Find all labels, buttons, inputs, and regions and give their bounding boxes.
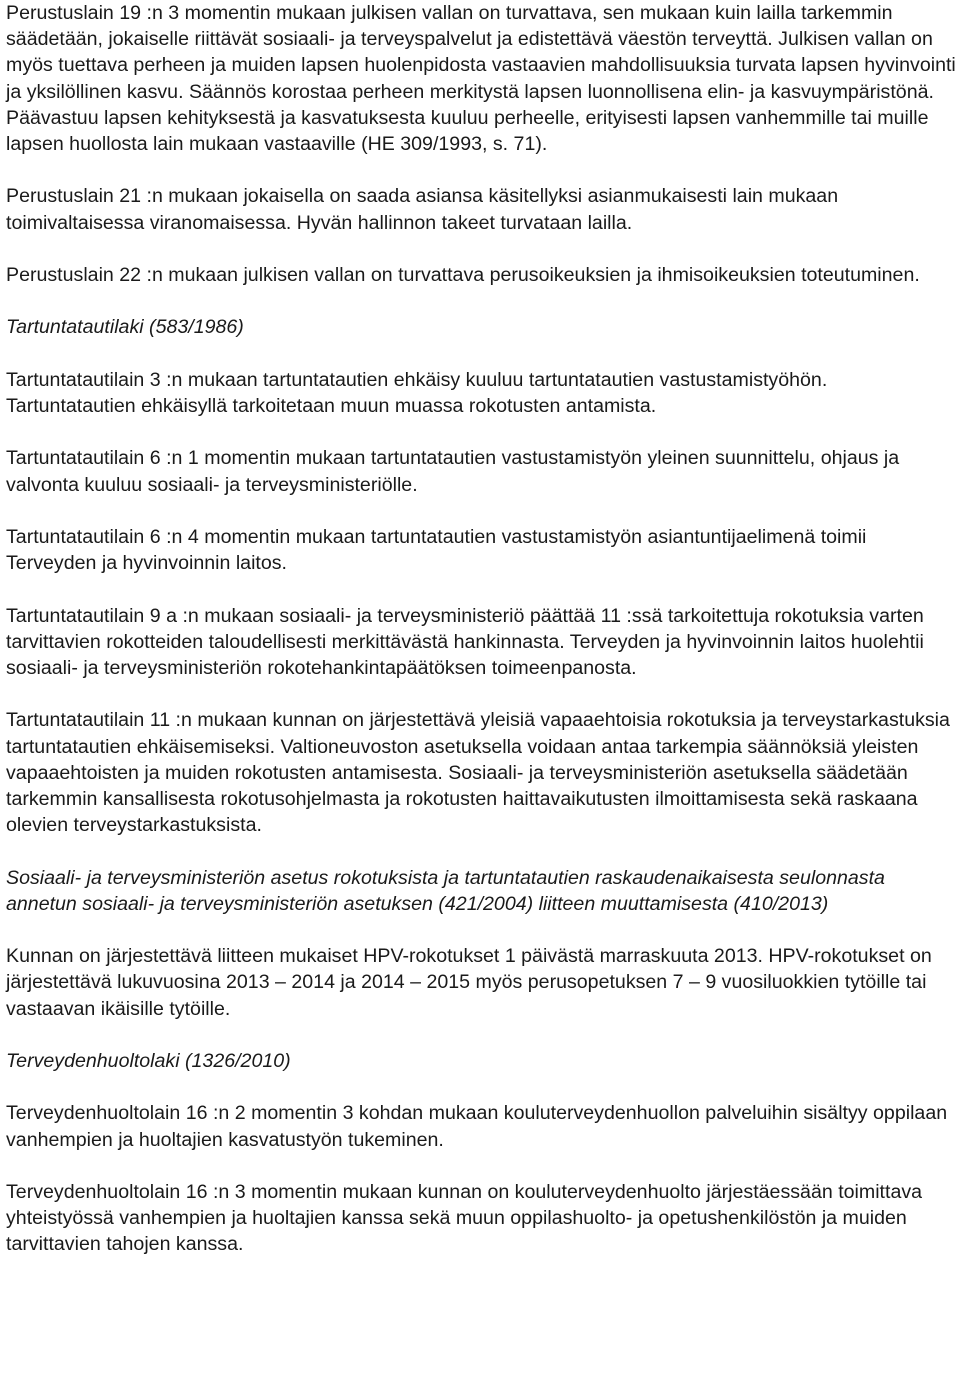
heading-terveydenhuoltolaki: Terveydenhuoltolaki (1326/2010) xyxy=(6,1049,291,1072)
paragraph-perustuslaki-22: Perustuslain 22 :n mukaan julkisen vallan on turvattava perusoikeuksien ja ihmisoikeuksien toteutuminen. xyxy=(6,264,920,286)
paragraph-tartuntatautilaki-9a: Tartuntatautilain 9 a :n mukaan sosiaali- ja terveysministeriö päättää 11 :ssä tarkoitettuja rokotuksia varten tarvittavien rokotteiden taloudellisesti merkittävästä hankinnasta. Terveyden ja hyvinvoinnin laitos huolehtii sosiaali- ja terveysministeriön rokotehankintapäätöksen toimeenpanosta. xyxy=(6,604,924,679)
paragraph-tartuntatautilaki-6-1: Tartuntatautilain 6 :n 1 momentin mukaan tartuntatautien vastustamistyön yleinen suunnittelu, ohjaus ja valvonta kuuluu sosiaali- ja terveysministeriölle. xyxy=(6,447,900,496)
paragraph-tartuntatautilaki-3: Tartuntatautilain 3 :n mukaan tartuntatautien ehkäisy kuuluu tartuntatautien vastustamistyöhön. Tartuntatautien ehkäisyllä tarkoitetaan muun muassa rokotusten antamista. xyxy=(6,368,828,417)
document-page xyxy=(6,0,958,1258)
paragraph-perustuslaki-21: Perustuslain 21 :n mukaan jokaisella on saada asiansa käsitellyksi asianmukaisesti lain mukaan toimivaltaisessa viranomaisessa. Hyvän hallinnon takeet turvataan lailla. xyxy=(6,185,839,234)
heading-tartuntatautilaki: Tartuntatautilaki (583/1986) xyxy=(6,316,244,339)
paragraph-tartuntatautilaki-6-4: Tartuntatautilain 6 :n 4 momentin mukaan tartuntatautien vastustamistyön asiantuntijaelimenä toimii Terveyden ja hyvinvoinnin laitos. xyxy=(6,525,867,575)
paragraph-hpv-rokotukset: Kunnan on järjestettävä liitteen mukaiset HPV-rokotukset 1 päivästä marraskuuta 2013. HPV-rokotukset on järjestettävä lukuvuosina 2013 – 2014 ja 2014 – 2015 myös perusopetuksen 7 – 9 vuosiluokkien tytöille tai vastaavan ikäisille tytöille. xyxy=(6,945,932,1020)
paragraph-terveydenhuoltolaki-16-3: Terveydenhuoltolain 16 :n 3 momentin mukaan kunnan on kouluterveydenhuolto järjestäessään toimittava yhteistyössä vanhempien ja huoltajien kanssa sekä muun oppilashuolto- ja opetushenkilöstön ja muiden tarvittavien tahojen kanssa. xyxy=(6,1180,923,1256)
paragraph-terveydenhuoltolaki-16-2: Terveydenhuoltolain 16 :n 2 momentin 3 kohdan mukaan kouluterveydenhuollon palveluihin sisältyy oppilaan vanhempien ja huoltajien kasvatustyön tukeminen. xyxy=(6,1102,948,1151)
paragraph-perustuslaki-19: Perustuslain 19 :n 3 momentin mukaan julkisen vallan on turvattava, sen mukaan kuin lailla tarkemmin säädetään, jokaiselle riittävät sosiaali- ja terveyspalvelut ja edistettävä väestön terveyttä. Julkisen vallan on myös tuettava perheen ja muiden lapsen huolenpidosta vastaavien mahdollisuuksia turvata lapsen hyvinvointi ja yksilöllinen kasvu. Säännös korostaa perheen merkitystä lapsen luonnollisena elin- ja kasvuympäristönä. Päävastuu lapsen kehityksestä ja kasvatuksesta kuuluu perheelle, erityisesti lapsen vanhemmille tai muille lapsen huollosta lain mukaan vastaaville (HE 309/1993, s. 71). xyxy=(6,2,956,156)
paragraph-tartuntatautilaki-11: Tartuntatautilain 11 :n mukaan kunnan on järjestettävä yleisiä vapaaehtoisia rokotuksia ja terveystarkastuksia tartuntatautien ehkäisemiseksi. Valtioneuvoston asetuksella voidaan antaa tarkempia säännöksiä yleisten vapaaehtoisten ja muiden rokotusten antamisesta. Sosiaali- ja terveysministeriön asetuksella säädetään tarkemmin kansallisesta rokotusohjelmasta ja rokotusten haittavaikutusten ilmoittamisesta sekä raskaana olevien terveystarkastuksista. xyxy=(6,709,950,837)
heading-stm-asetus: Sosiaali- ja terveysministeriön asetus rokotuksista ja tartuntatautien raskaudenaikaisesta seulonnasta annetun sosiaali- ja terveysministeriön asetuksen (421/2004) liitteen muuttamisesta (410/2013) xyxy=(6,866,885,915)
